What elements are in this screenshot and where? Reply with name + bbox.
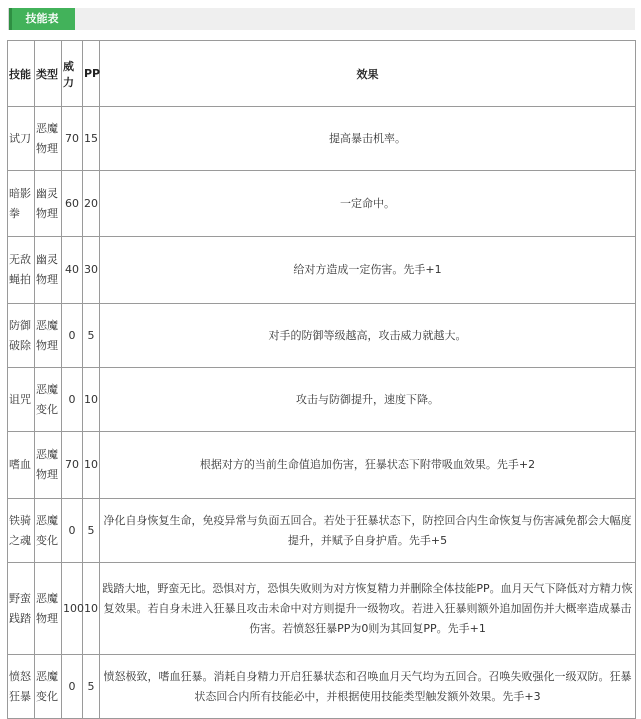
skill-effect: 攻击与防御提升，速度下降。 <box>100 368 636 432</box>
skill-type-line: 恶魔 <box>36 669 58 683</box>
skill-pp: 5 <box>83 499 100 563</box>
skill-type-line: 物理 <box>36 338 58 352</box>
table-row <box>8 368 636 432</box>
skill-type <box>35 171 62 237</box>
skill-type-line: 恶魔 <box>36 318 58 332</box>
skill-name-line: 愤怒 <box>9 669 31 683</box>
skill-type-line: 物理 <box>36 611 58 625</box>
skill-power: 70 <box>62 432 83 499</box>
header-pp: PP <box>83 41 100 107</box>
skill-type-line: 物理 <box>36 468 58 481</box>
skill-table <box>7 40 636 719</box>
tab-bar <box>8 8 635 30</box>
skill-name <box>8 432 35 499</box>
skill-effect: 净化自身恢复生命，免疫异常与负面五回合。若处于狂暴状态下，防控回合内生命恢复与伤害减免都会大幅度提升，并赋予自身护盾。先手+5 <box>100 499 636 563</box>
skill-pp: 5 <box>83 304 100 368</box>
skill-type <box>35 237 62 304</box>
table-row <box>8 499 636 563</box>
header-type: 类型 <box>35 41 62 107</box>
skill-name <box>8 171 35 237</box>
skill-effect: 愤怒极致，嗜血狂暴。消耗自身精力开启狂暴状态和召唤血月天气均为五回合。召唤失败强化一级双防。狂暴状态回合内所有技能必中，并根据使用技能类型触发额外效果。先手+3 <box>100 655 636 719</box>
table-row <box>8 171 636 237</box>
skill-name <box>8 237 35 304</box>
skill-name <box>8 563 35 655</box>
skill-type-line: 恶魔 <box>36 121 58 135</box>
skill-type <box>35 432 62 499</box>
skill-name-line: 破除 <box>9 338 31 352</box>
skill-pp: 20 <box>83 171 100 237</box>
skill-power: 100 <box>62 563 83 655</box>
skill-power: 40 <box>62 237 83 304</box>
skill-name <box>8 107 35 171</box>
skill-pp: 15 <box>83 107 100 171</box>
skill-type-line: 幽灵 <box>36 253 58 266</box>
skill-type-line: 恶魔 <box>36 382 58 396</box>
skill-effect: 一定命中。 <box>100 171 636 237</box>
skill-type-line: 恶魔 <box>36 513 58 527</box>
skill-name-line: 狂暴 <box>9 689 31 703</box>
skill-type <box>35 563 62 655</box>
skill-pp: 10 <box>83 432 100 499</box>
table-row <box>8 432 636 499</box>
skill-type <box>35 368 62 432</box>
table-body <box>8 107 636 719</box>
skill-type-line: 变化 <box>36 402 58 416</box>
header-name: 技能 <box>8 41 35 107</box>
skill-name-line: 诅咒 <box>9 392 31 406</box>
skill-type-line: 变化 <box>36 533 58 547</box>
skill-power: 60 <box>62 171 83 237</box>
skill-name-line: 蝇拍 <box>9 273 31 286</box>
skill-name <box>8 368 35 432</box>
skill-name-line: 野蛮 <box>9 591 31 605</box>
skill-type-line: 物理 <box>36 141 58 155</box>
table-row <box>8 107 636 171</box>
skill-power: 0 <box>62 304 83 368</box>
skill-name-line: 防御 <box>9 318 31 332</box>
skill-type-line: 恶魔 <box>36 448 58 461</box>
table-row <box>8 563 636 655</box>
skill-pp: 10 <box>83 563 100 655</box>
skill-type-line: 物理 <box>36 206 58 220</box>
table-header-row <box>8 41 636 107</box>
skill-name-line: 无敌 <box>9 253 31 266</box>
skill-effect: 对手的防御等级越高，攻击威力就越大。 <box>100 304 636 368</box>
skill-type <box>35 499 62 563</box>
table-row <box>8 304 636 368</box>
skill-name-line: 践踏 <box>9 611 31 625</box>
skill-type-line: 物理 <box>36 273 58 286</box>
tab-skill-table[interactable]: 技能表 <box>9 8 75 30</box>
table-row <box>8 655 636 719</box>
skill-name <box>8 304 35 368</box>
skill-name-line: 铁骑 <box>9 513 31 527</box>
skill-type <box>35 304 62 368</box>
header-power: 威力 <box>62 41 83 107</box>
skill-name-line: 试刀 <box>9 131 31 145</box>
skill-power: 0 <box>62 655 83 719</box>
skill-power: 70 <box>62 107 83 171</box>
header-effect: 效果 <box>100 41 636 107</box>
skill-pp: 30 <box>83 237 100 304</box>
skill-effect: 践踏大地，野蛮无比。恐惧对方，恐惧失败则为对方恢复精力并删除全体技能PP。血月天气下降低对方精力恢复效果。若自身未进入狂暴且攻击未命中对方则提升一级物攻。若进入狂暴则额外追加固伤并大概率造成暴击伤害。若愤怒狂暴PP为0则为其回复PP。先手+1 <box>100 563 636 655</box>
skill-pp: 5 <box>83 655 100 719</box>
skill-name <box>8 499 35 563</box>
skill-pp: 10 <box>83 368 100 432</box>
skill-power: 0 <box>62 499 83 563</box>
skill-type-line: 恶魔 <box>36 591 58 605</box>
skill-type <box>35 655 62 719</box>
skill-type <box>35 107 62 171</box>
skill-effect: 给对方造成一定伤害。先手+1 <box>100 237 636 304</box>
table-row <box>8 237 636 304</box>
skill-name-line: 嗜血 <box>9 458 31 471</box>
skill-name-line: 之魂 <box>9 533 31 547</box>
skill-name <box>8 655 35 719</box>
skill-power: 0 <box>62 368 83 432</box>
skill-name-line: 暗影 <box>9 186 31 200</box>
skill-name-line: 拳 <box>9 206 20 220</box>
skill-type-line: 幽灵 <box>36 186 58 200</box>
skill-effect: 根据对方的当前生命值追加伤害，狂暴状态下附带吸血效果。先手+2 <box>100 432 636 499</box>
skill-effect: 提高暴击机率。 <box>100 107 636 171</box>
skill-type-line: 变化 <box>36 689 58 703</box>
